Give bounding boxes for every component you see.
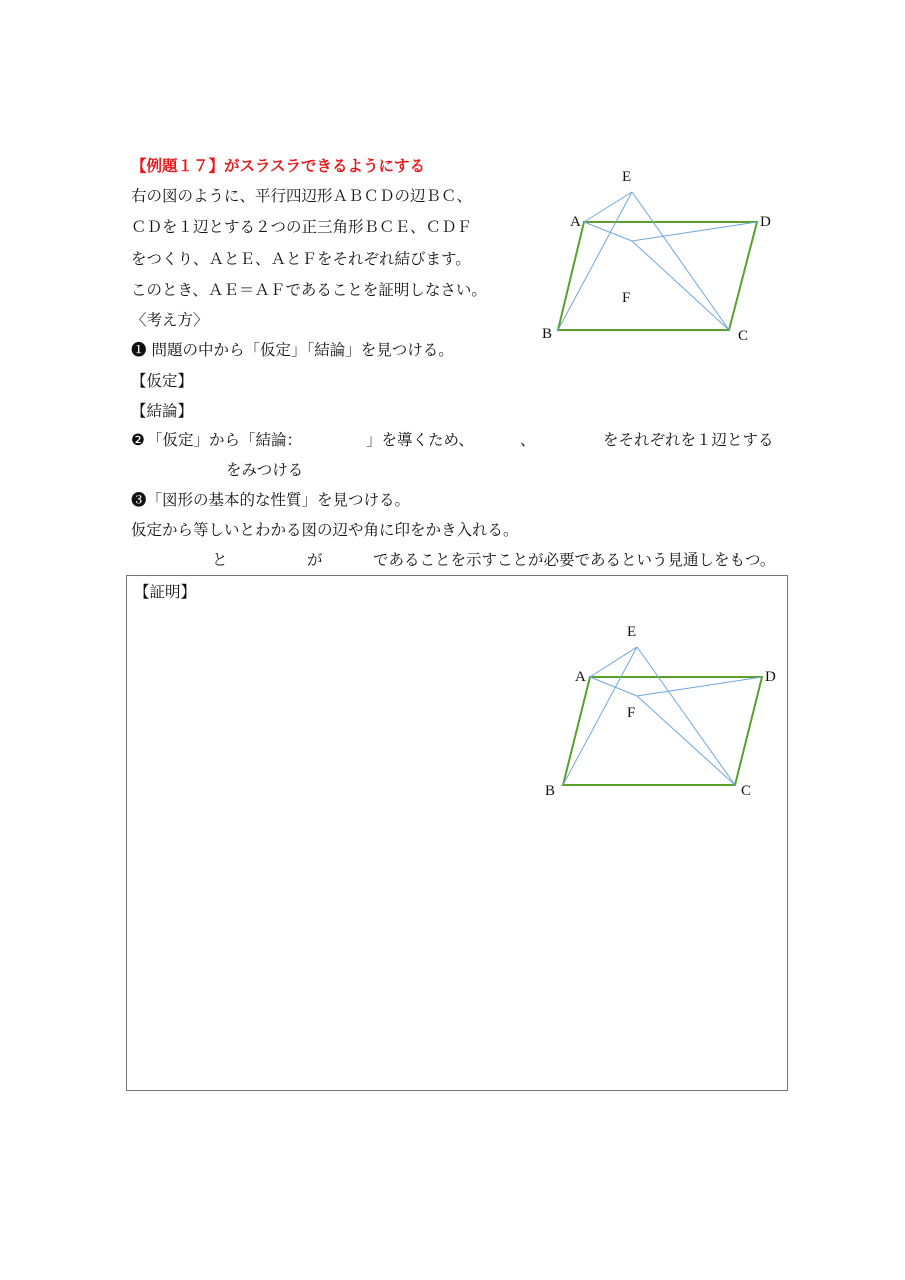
step2-part1: 「仮定」から「結論： [147, 431, 303, 449]
label-c: C [738, 328, 749, 344]
approach-label: 〈考え方〉 [131, 311, 209, 329]
label-f: F [622, 290, 631, 306]
example-title: 【例題１７】がスラスラできるようにする [131, 156, 426, 175]
label-d: D [760, 214, 771, 230]
step2-marker: ❷ [131, 431, 145, 449]
step2-part4: をそれぞれを１辺とする [603, 431, 774, 449]
label-c: C [741, 783, 752, 799]
step2-line2: をみつける [226, 461, 304, 479]
problem-line: ＣＤを１辺とする２つの正三角形ＢＣＥ、ＣＤＦ [131, 218, 473, 236]
step1-marker: ❶ [131, 341, 147, 359]
top-figure [542, 169, 771, 344]
segment-eb [558, 192, 632, 330]
problem-line: 右の図のように、平行四辺形ＡＢＣＤの辺ＢＣ、 [131, 187, 473, 205]
segment-ec [632, 192, 729, 330]
segment-ec [637, 647, 735, 785]
label-d: D [765, 669, 776, 685]
label-e: E [627, 624, 637, 640]
proof-figure [545, 624, 776, 799]
label-a: A [570, 214, 581, 230]
segment-eb [563, 647, 637, 785]
step2-part3: 、 [520, 431, 536, 449]
parallelogram-abcd [558, 222, 757, 330]
segment-af [590, 677, 637, 696]
outlook-part3: であることを示すことが必要であるという見通しをもつ。 [373, 551, 776, 569]
segment-ae [584, 192, 632, 222]
segment-ae [590, 647, 637, 677]
step3-marker: ❸ [131, 491, 147, 509]
proof-label: 【証明】 [134, 583, 197, 601]
label-b: B [542, 326, 553, 342]
outlook-part1: と [212, 551, 228, 569]
segment-fc [632, 241, 729, 330]
assumption-label: 【仮定】 [131, 372, 194, 390]
problem-line: をつくり、ＡとＥ、ＡとＦをそれぞれ結びます。 [131, 250, 471, 268]
label-e: E [622, 169, 632, 185]
problem-line: このとき、ＡＥ＝ＡＦであることを証明しなさい。 [131, 281, 487, 299]
note: 仮定から等しいとわかる図の辺や角に印をかき入れる。 [131, 521, 519, 539]
segment-af [584, 222, 632, 241]
segment-fc [637, 696, 735, 785]
parallelogram-abcd [563, 677, 762, 785]
label-a: A [575, 669, 586, 685]
step2-part2: 」を導くため、 [366, 431, 474, 449]
conclusion-label: 【結論】 [131, 402, 194, 420]
label-b: B [545, 783, 556, 799]
step1-text: 問題の中から「仮定」「結論」を見つける。 [151, 341, 454, 359]
segment-fd [632, 222, 757, 241]
label-f: F [627, 705, 636, 721]
step3-text: 「図形の基本的な性質」を見つける。 [146, 491, 411, 509]
segment-fd [637, 677, 762, 696]
outlook-part2: が [307, 551, 323, 569]
